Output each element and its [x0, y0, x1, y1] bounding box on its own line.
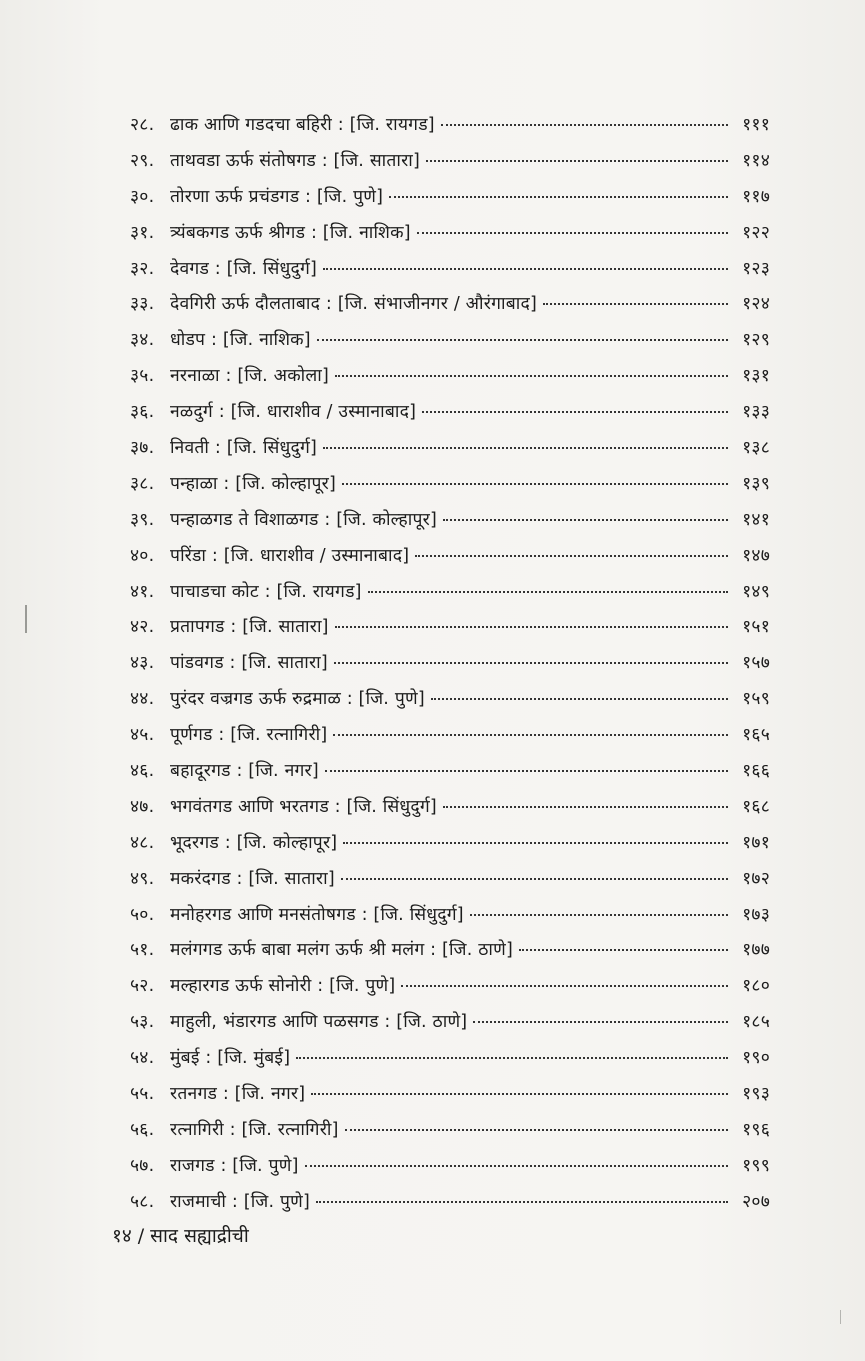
- toc-entry-title: माहुली, भंडारगड आणि पळसगड : [जि. ठाणे]: [170, 1012, 468, 1033]
- toc-entry: [130, 937, 770, 973]
- table-of-contents: [130, 112, 770, 1225]
- toc-entry-title: मल्हारगड ऊर्फ सोनोरी : [जि. पुणे]: [170, 976, 396, 997]
- toc-dot-leader: [317, 339, 728, 341]
- toc-entry-page: १५९: [742, 689, 770, 710]
- toc-entry-page: १२२: [742, 222, 770, 243]
- toc-entry-page: १२९: [742, 330, 770, 351]
- toc-entry-number: ४६.: [130, 761, 155, 782]
- toc-entry-number: ५०.: [130, 904, 155, 925]
- toc-entry: [130, 435, 770, 471]
- toc-entry: [130, 722, 770, 758]
- toc-entry: [130, 758, 770, 794]
- toc-dot-leader: [335, 375, 728, 377]
- toc-entry-title: बहादूरगड : [जि. नगर]: [170, 761, 319, 782]
- toc-dot-leader: [323, 447, 728, 449]
- toc-entry-page: १८०: [742, 976, 770, 997]
- corner-mark: [840, 1310, 841, 1324]
- toc-entry: [130, 291, 770, 327]
- toc-entry-title: पांडवगड : [जि. सातारा]: [170, 653, 328, 674]
- toc-dot-leader: [368, 591, 728, 593]
- toc-dot-leader: [341, 878, 728, 880]
- toc-entry-title: पाचाडचा कोट : [जि. रायगड]: [170, 581, 362, 602]
- toc-dot-leader: [415, 555, 728, 557]
- toc-dot-leader: [333, 734, 728, 736]
- toc-entry-number: ५२.: [130, 976, 155, 997]
- toc-entry-title: त्र्यंबकगड ऊर्फ श्रीगड : [जि. नाशिक]: [170, 222, 411, 243]
- toc-entry-title: पूर्णगड : [जि. रत्नागिरी]: [170, 725, 328, 746]
- toc-entry-number: ४३.: [130, 653, 155, 674]
- toc-dot-leader: [470, 914, 728, 916]
- toc-entry-number: २९.: [130, 150, 155, 171]
- toc-entry: [130, 1189, 770, 1225]
- toc-entry: [130, 148, 770, 184]
- toc-entry-title: नळदुर्ग : [जि. धाराशीव / उस्मानाबाद]: [170, 402, 417, 423]
- toc-entry-page: १८५: [742, 1012, 770, 1033]
- toc-entry-number: २८.: [130, 115, 155, 135]
- toc-entry: [130, 184, 770, 220]
- toc-entry: [130, 112, 770, 148]
- toc-entry-page: १७२: [742, 868, 770, 889]
- toc-entry-page: १९३: [742, 1084, 770, 1105]
- toc-entry-page: १३९: [742, 473, 770, 494]
- toc-entry: [130, 1117, 770, 1153]
- toc-dot-leader: [305, 1165, 728, 1167]
- toc-entry-page: १५१: [742, 617, 770, 638]
- toc-dot-leader: [401, 985, 728, 987]
- toc-entry-number: ५३.: [130, 1012, 155, 1033]
- toc-entry-title: पन्हाळा : [जि. कोल्हापूर]: [170, 473, 336, 494]
- toc-entry-title: पन्हाळगड ते विशाळगड : [जि. कोल्हापूर]: [170, 509, 437, 530]
- toc-dot-leader: [335, 626, 728, 628]
- toc-dot-leader: [343, 842, 728, 844]
- toc-entry-title: निवती : [जि. सिंधुदुर्ग]: [170, 438, 318, 459]
- toc-entry: [130, 327, 770, 363]
- toc-entry: [130, 507, 770, 543]
- toc-entry: [130, 650, 770, 686]
- toc-entry-title: तोरणा ऊर्फ प्रचंडगड : [जि. पुणे]: [170, 186, 384, 207]
- footer-separator: /: [137, 1225, 145, 1247]
- toc-entry-number: ४२.: [130, 617, 155, 638]
- toc-entry-title: नरनाळा : [जि. अकोला]: [170, 366, 330, 387]
- toc-entry-title: मनोहरगड आणि मनसंतोषगड : [जि. सिंधुदुर्ग]: [170, 904, 464, 925]
- toc-entry-title: रत्नागिरी : [जि. रत्नागिरी]: [170, 1119, 339, 1140]
- toc-entry-number: ३५.: [130, 366, 155, 387]
- page-footer: [112, 1222, 249, 1248]
- toc-entry-number: ४७.: [130, 796, 155, 817]
- toc-entry-title: राजमाची : [जि. पुणे]: [170, 1191, 311, 1212]
- toc-entry-title: प्रतापगड : [जि. सातारा]: [170, 617, 329, 638]
- toc-dot-leader: [345, 1129, 728, 1131]
- toc-entry-page: १४९: [742, 581, 770, 602]
- toc-entry-number: ४८.: [130, 832, 155, 853]
- toc-entry-number: ५४.: [130, 1048, 155, 1069]
- toc-dot-leader: [431, 698, 728, 700]
- toc-entry-number: ५६.: [130, 1119, 155, 1140]
- toc-entry: [130, 220, 770, 256]
- toc-entry-page: १३१: [742, 366, 770, 387]
- toc-entry-number: ४५.: [130, 725, 155, 746]
- toc-entry-page: १५७: [742, 653, 770, 674]
- toc-dot-leader: [323, 268, 728, 270]
- toc-entry: [130, 579, 770, 615]
- toc-entry: [130, 973, 770, 1009]
- toc-entry-number: ४९.: [130, 868, 155, 889]
- toc-entry-number: ३०.: [130, 186, 155, 207]
- toc-entry-page: १७७: [742, 940, 770, 961]
- toc-entry-page: १४७: [742, 545, 770, 566]
- toc-entry-title: धोडप : [जि. नाशिक]: [170, 330, 311, 351]
- toc-entry-title: रतनगड : [जि. नगर]: [170, 1084, 306, 1105]
- toc-entry-number: ५७.: [130, 1155, 155, 1176]
- toc-entry-page: १७१: [742, 832, 770, 853]
- toc-entry-title: परिंडा : [जि. धाराशीव / उस्मानाबाद]: [170, 545, 410, 566]
- margin-mark: [25, 605, 27, 633]
- toc-dot-leader: [441, 124, 728, 126]
- toc-entry: [130, 471, 770, 507]
- toc-entry: [130, 830, 770, 866]
- toc-entry: [130, 1081, 770, 1117]
- toc-dot-leader: [334, 662, 728, 664]
- toc-entry: [130, 363, 770, 399]
- toc-entry-page: १७३: [742, 904, 770, 925]
- toc-entry: [130, 614, 770, 650]
- toc-dot-leader: [296, 1057, 728, 1059]
- toc-entry: [130, 256, 770, 292]
- toc-entry-number: ३९.: [130, 509, 155, 530]
- toc-dot-leader: [443, 519, 728, 521]
- toc-entry-page: १६६: [742, 761, 770, 782]
- toc-entry-page: १९६: [742, 1119, 770, 1140]
- toc-entry-number: ४०.: [130, 545, 155, 566]
- toc-entry-number: ३७.: [130, 438, 155, 459]
- footer-page-number: १४: [112, 1225, 132, 1247]
- toc-dot-leader: [325, 770, 728, 772]
- toc-entry: [130, 399, 770, 435]
- toc-entry: [130, 543, 770, 579]
- toc-dot-leader: [422, 411, 728, 413]
- toc-entry-page: २०७: [742, 1191, 770, 1212]
- toc-entry-title: ढाक आणि गडदचा बहिरी : [जि. रायगड]: [170, 115, 435, 135]
- toc-entry-number: ३८.: [130, 473, 155, 494]
- toc-entry-title: देवगड : [जि. सिंधुदुर्ग]: [170, 258, 318, 279]
- toc-entry: [130, 794, 770, 830]
- footer-book-title: साद सह्याद्रीची: [150, 1225, 249, 1247]
- toc-entry-page: १४१: [742, 509, 770, 530]
- toc-entry-page: १२४: [742, 294, 770, 315]
- toc-entry-page: १९९: [742, 1155, 770, 1176]
- toc-entry-number: ४१.: [130, 581, 155, 602]
- toc-entry-page: ११७: [742, 186, 770, 207]
- toc-entry: [130, 686, 770, 722]
- toc-entry-number: ३१.: [130, 222, 155, 243]
- toc-dot-leader: [443, 806, 728, 808]
- toc-entry-number: ५८.: [130, 1191, 155, 1212]
- toc-entry-title: पुरंदर वज्रगड ऊर्फ रुद्रमाळ : [जि. पुणे]: [170, 689, 425, 710]
- toc-entry-number: ३६.: [130, 402, 155, 423]
- toc-entry-title: ताथवडा ऊर्फ संतोषगड : [जि. सातारा]: [170, 150, 421, 171]
- toc-entry-title: भगवंतगड आणि भरतगड : [जि. सिंधुदुर्ग]: [170, 796, 437, 817]
- toc-entry: [130, 1153, 770, 1189]
- toc-dot-leader: [473, 1021, 728, 1023]
- toc-entry-page: १३३: [742, 402, 770, 423]
- toc-entry-page: १३८: [742, 438, 770, 459]
- toc-entry-number: ३२.: [130, 258, 155, 279]
- toc-entry: [130, 1009, 770, 1045]
- toc-dot-leader: [519, 949, 728, 951]
- toc-entry-page: १२३: [742, 258, 770, 279]
- toc-entry-title: मकरंदगड : [जि. सातारा]: [170, 868, 335, 889]
- toc-entry: [130, 1045, 770, 1081]
- toc-dot-leader: [342, 483, 728, 485]
- toc-entry-number: ५५.: [130, 1084, 155, 1105]
- toc-entry-title: मुंबई : [जि. मुंबई]: [170, 1048, 291, 1069]
- toc-dot-leader: [389, 196, 728, 198]
- toc-entry-number: ३४.: [130, 330, 155, 351]
- toc-entry-number: ४४.: [130, 689, 155, 710]
- toc-dot-leader: [417, 232, 728, 234]
- toc-entry-title: देवगिरी ऊर्फ दौलताबाद : [जि. संभाजीनगर / औरंगाबाद]: [170, 294, 537, 315]
- toc-entry-page: ११४: [742, 150, 770, 171]
- toc-entry-page: १११: [742, 115, 770, 135]
- toc-entry: [130, 902, 770, 938]
- toc-dot-leader: [426, 160, 728, 162]
- toc-entry-title: राजगड : [जि. पुणे]: [170, 1155, 299, 1176]
- toc-dot-leader: [543, 303, 728, 305]
- toc-dot-leader: [311, 1093, 728, 1095]
- toc-dot-leader: [316, 1201, 728, 1203]
- toc-entry-number: ५१.: [130, 940, 155, 961]
- toc-entry-page: १९०: [742, 1048, 770, 1069]
- toc-entry-title: मलंगगड ऊर्फ बाबा मलंग ऊर्फ श्री मलंग : [जि. ठाणे]: [170, 940, 514, 961]
- toc-entry-number: ३३.: [130, 294, 155, 315]
- toc-entry-title: भूदरगड : [जि. कोल्हापूर]: [170, 832, 338, 853]
- toc-entry: [130, 866, 770, 902]
- toc-entry-page: १६८: [742, 796, 770, 817]
- toc-entry-page: १६५: [742, 725, 770, 746]
